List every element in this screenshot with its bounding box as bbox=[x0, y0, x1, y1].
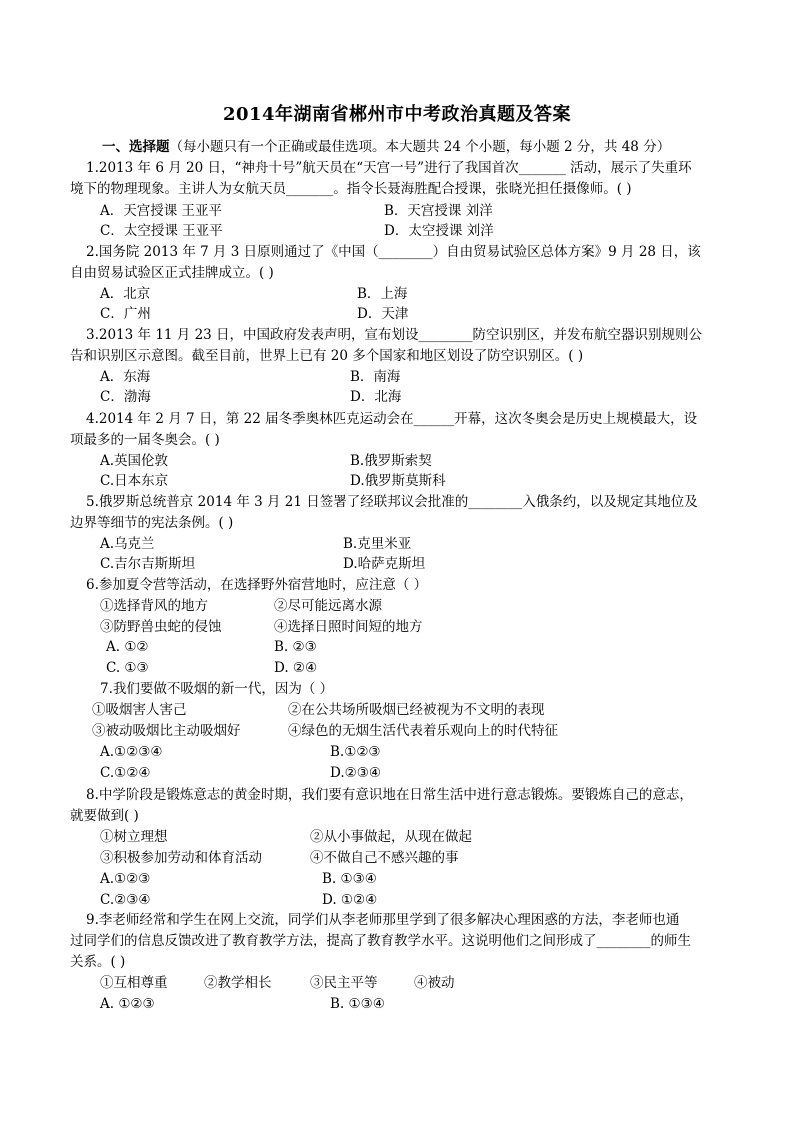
section-heading: 一、选择题 bbox=[102, 139, 170, 155]
q6-option-d: D. ②④ bbox=[274, 660, 318, 676]
q8-stem-line2: 就要做到( ) bbox=[70, 808, 139, 824]
q9-statement-3: ③民主平等 bbox=[310, 975, 378, 991]
q7-statement-2: ②在公共场所吸烟已经被视为不文明的表现 bbox=[288, 702, 545, 718]
q7-option-a: A.①②③④ bbox=[100, 744, 163, 760]
q6-statement-2: ②尽可能远离水源 bbox=[274, 598, 382, 614]
section-heading-line bbox=[102, 137, 670, 157]
q3-stem-line2: 告和识别区示意图。截至目前，世界上已有 20 多个国家和地区划设了防空识别区。( ) bbox=[70, 348, 584, 364]
q6-statement-3: ③防野兽虫蛇的侵蚀 bbox=[100, 619, 222, 635]
q2-stem-line2: 自由贸易试验区正式挂牌成立。( ) bbox=[70, 265, 274, 281]
q8-option-a: A.①②③ bbox=[100, 871, 151, 887]
q3-option-b: B．南海 bbox=[350, 369, 401, 385]
q2-option-c: C．广州 bbox=[100, 306, 151, 322]
q5-stem-line1: 5.俄罗斯总统普京 2014 年 3 月 21 日签署了经联邦议会批准的________入俄条约，以及规定其地位及 bbox=[86, 494, 698, 510]
q4-option-b: B.俄罗斯索契 bbox=[350, 453, 432, 469]
q3-stem-line1: 3.2013 年 11 月 23 日，中国政府发表声明，宣布划设________防空识别区，并发布航空器识别规则公 bbox=[86, 327, 703, 343]
page-title: 2014年湖南省郴州市中考政治真题及答案 bbox=[222, 104, 572, 125]
q1-stem-line2: 境下的物理现象。主讲人为女航天员_______。指令长聂海胜配合授课，张晓光担任摄像师。( ) bbox=[70, 181, 632, 197]
q1-stem-line1: 1.2013 年 6 月 20 日，“神舟十号”航天员在“天宫一号”进行了我国首次_______ 活动，展示了失重环 bbox=[86, 160, 692, 176]
q9-stem-line3: 关系。( ) bbox=[70, 954, 126, 970]
q7-option-d: D.②③④ bbox=[330, 765, 381, 781]
q6-stem-line1: 6.参加夏令营等活动，在选择野外宿营地时，应注意（ ） bbox=[86, 577, 428, 593]
q4-option-d: D.俄罗斯莫斯科 bbox=[350, 473, 446, 489]
q8-statement-2: ②从小事做起，从现在做起 bbox=[310, 829, 472, 845]
q4-stem-line1: 4.2014 年 2 月 7 日，第 22 届冬季奥林匹克运动会在______开幕，这次冬奥会是历史上规模最大，设 bbox=[86, 411, 698, 427]
q5-option-b: B.克里米亚 bbox=[343, 536, 412, 552]
q4-option-c: C.日本东京 bbox=[100, 473, 169, 489]
q2-stem-line1: 2.国务院 2013 年 7 月 3 日原则通过了《中国（________）自由贸易试验区总体方案》9 月 28 日，该 bbox=[86, 244, 701, 260]
q3-option-d: D．北海 bbox=[350, 389, 402, 405]
q7-option-c: C.①②④ bbox=[100, 765, 151, 781]
q7-option-b: B.①②③ bbox=[330, 744, 381, 760]
q2-option-b: B．上海 bbox=[357, 286, 408, 302]
q1-option-c: C．太空授课 王亚平 bbox=[100, 223, 223, 239]
q5-option-d: D.哈萨克斯坦 bbox=[343, 556, 426, 572]
q3-option-c: C．渤海 bbox=[100, 389, 151, 405]
q8-statement-4: ④不做自己不感兴趣的事 bbox=[310, 850, 459, 866]
q9-statement-2: ②教学相长 bbox=[204, 975, 272, 991]
q6-option-a: A. ①② bbox=[106, 639, 149, 655]
q9-statement-1: ①互相尊重 bbox=[100, 975, 168, 991]
q5-option-c: C.吉尔吉斯斯坦 bbox=[100, 556, 196, 572]
q4-stem-line2: 项最多的一届冬奥会。( ) bbox=[70, 432, 220, 448]
q8-stem-line1: 8.中学阶段是锻炼意志的黄金时期，我们要有意识地在日常生活中进行意志锻炼。要锻炼自己的意志， bbox=[86, 787, 693, 803]
q7-statement-3: ③被动吸烟比主动吸烟好 bbox=[92, 723, 241, 739]
q1-option-d: D．太空授课 刘洋 bbox=[384, 223, 494, 239]
q2-option-a: A．北京 bbox=[100, 286, 151, 302]
q6-statement-1: ①选择背风的地方 bbox=[100, 598, 208, 614]
q6-option-c: C. ①③ bbox=[106, 660, 149, 676]
q7-statement-4: ④绿色的无烟生活代表着乐观向上的时代特征 bbox=[288, 723, 558, 739]
q7-statement-1: ①吸烟害人害己 bbox=[92, 702, 187, 718]
q6-option-b: B. ②③ bbox=[274, 639, 317, 655]
q5-stem-line2: 边界等细节的宪法条例。( ) bbox=[70, 515, 234, 531]
q9-option-a: A. ①②③ bbox=[100, 996, 155, 1012]
q9-stem-line1: 9.李老师经常和学生在网上交流，同学们从李老师那里学到了很多解决心理困惑的方法，李老师也通 bbox=[86, 912, 680, 928]
q9-stem-line2: 过同学们的信息反馈改进了教育教学方法，提高了教育教学水平。这说明他们之间形成了________的师生 bbox=[70, 933, 691, 949]
q7-stem-line1: 7.我们要做不吸烟的新一代，因为（ ） bbox=[100, 681, 334, 697]
q4-option-a: A.英国伦敦 bbox=[100, 453, 169, 469]
q8-option-c: C.②③④ bbox=[100, 892, 151, 908]
q8-statement-1: ①树立理想 bbox=[100, 829, 168, 845]
q5-option-a: A.乌克兰 bbox=[100, 536, 155, 552]
q1-option-a: A．天宫授课 王亚平 bbox=[100, 203, 223, 219]
q8-statement-3: ③积极参加劳动和体育活动 bbox=[100, 850, 262, 866]
section-note: （每小题只有一个正确或最佳选项。本大题共 24 个小题，每小题 2 分，共 48 分） bbox=[169, 139, 671, 155]
q2-option-d: D．天津 bbox=[357, 306, 409, 322]
q9-statement-4: ④被动 bbox=[414, 975, 455, 991]
q8-option-d: D. ①②④ bbox=[322, 892, 378, 908]
q1-option-b: B．天宫授课 刘洋 bbox=[384, 203, 493, 219]
q9-option-b: B. ①③④ bbox=[330, 996, 385, 1012]
q3-option-a: A．东海 bbox=[100, 369, 151, 385]
q6-statement-4: ④选择日照时间短的地方 bbox=[274, 619, 423, 635]
q8-option-b: B. ①③④ bbox=[322, 871, 377, 887]
